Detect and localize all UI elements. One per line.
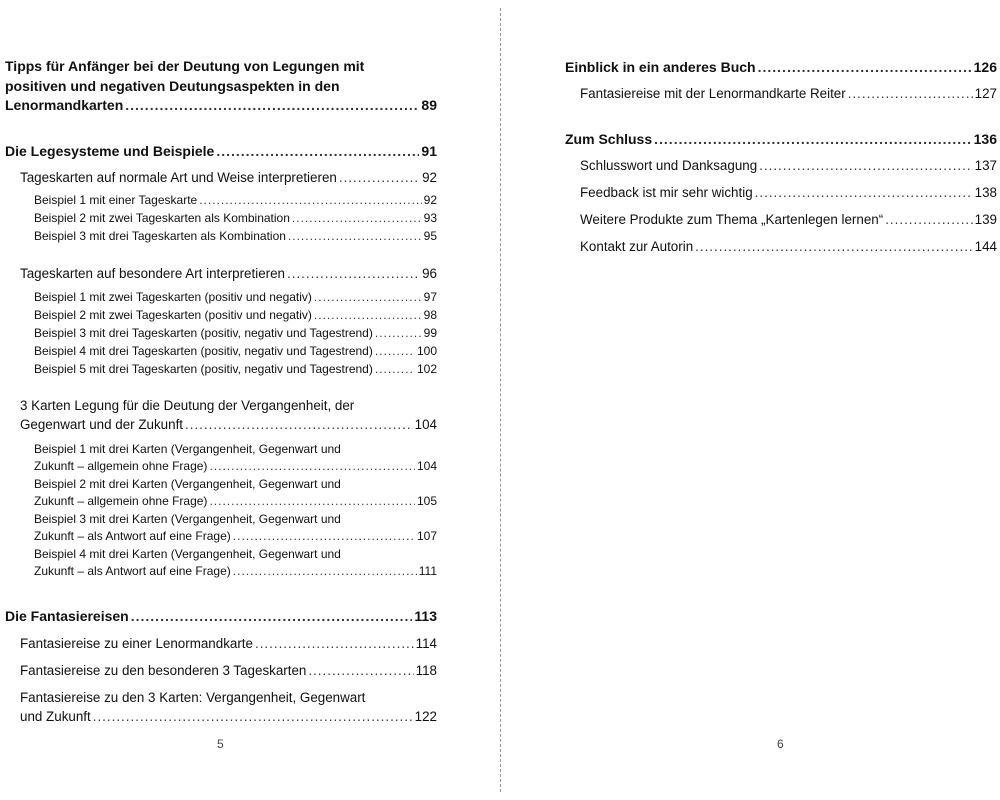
toc-page-number: 104: [416, 459, 437, 473]
toc-page-number: 137: [974, 158, 997, 173]
toc-title: Beispiel 3 mit drei Tageskarten als Kombination: [34, 229, 286, 243]
toc-section[interactable]: [20, 663, 437, 678]
toc-item[interactable]: [34, 344, 437, 358]
toc-page-number: 127: [974, 86, 997, 101]
toc-page-number: 92: [423, 193, 437, 207]
toc-page-number: 105: [416, 494, 437, 508]
dot-leader: [758, 59, 972, 75]
toc-page-number: 107: [416, 529, 437, 543]
toc-title: Lenormandkarten: [5, 97, 124, 113]
toc-page-number: 97: [423, 290, 437, 304]
toc-section[interactable]: [580, 86, 997, 101]
toc-title: Beispiel 1 mit einer Tageskarte: [34, 193, 198, 207]
toc-item[interactable]: [34, 211, 437, 225]
dot-leader: [314, 308, 422, 322]
toc-section[interactable]: [20, 709, 437, 724]
toc-title: Zukunft – allgemein ohne Frage): [34, 494, 208, 508]
toc-page-number: 139: [974, 212, 997, 227]
toc-section-line1: Fantasiereise zu den 3 Karten: Vergangenheit, Gegenwart: [20, 690, 366, 705]
toc-page-number: 122: [414, 709, 437, 724]
toc-item[interactable]: [34, 362, 437, 376]
dot-leader: [292, 211, 422, 225]
toc-chapter-legesysteme[interactable]: [5, 143, 437, 159]
toc-page-number: 104: [414, 417, 437, 432]
toc-page-number: 126: [973, 59, 997, 75]
toc-page-number: 91: [421, 143, 437, 159]
toc-title: Die Fantasiereisen: [5, 608, 129, 624]
toc-page-number: 95: [423, 229, 437, 243]
toc-section[interactable]: [580, 212, 997, 227]
toc-title: Zukunft – als Antwort auf eine Frage): [34, 564, 231, 578]
dot-leader: [209, 494, 415, 508]
toc-page-number: 93: [423, 211, 437, 225]
toc-item[interactable]: [34, 529, 437, 543]
toc-chapter-einblick[interactable]: [565, 59, 997, 75]
toc-title: Einblick in ein anderes Buch: [565, 59, 756, 75]
dot-leader: [654, 131, 972, 147]
toc-title: Beispiel 4 mit drei Tageskarten (positiv, negativ und Tagestrend): [34, 344, 373, 358]
dot-leader: [185, 417, 413, 432]
toc-item-line1: Beispiel 3 mit drei Karten (Vergangenheit, Gegenwart und: [34, 512, 341, 526]
dot-leader: [233, 564, 417, 578]
toc-section[interactable]: [580, 158, 997, 173]
dot-leader: [288, 229, 422, 243]
toc-item[interactable]: [34, 564, 437, 578]
toc-page-number: 144: [974, 239, 997, 254]
page-number: 5: [217, 737, 224, 751]
toc-section[interactable]: [580, 185, 997, 200]
dot-leader: [287, 266, 420, 281]
toc-title: Fantasiereise mit der Lenormandkarte Reiter: [580, 86, 846, 101]
dot-leader: [848, 86, 973, 101]
toc-chapter-fantasiereisen[interactable]: [5, 608, 437, 624]
toc-item-line1: Beispiel 1 mit drei Karten (Vergangenheit, Gegenwart und: [34, 442, 341, 456]
toc-section-drei-karten[interactable]: [20, 417, 437, 432]
toc-item[interactable]: [34, 308, 437, 322]
dot-leader: [125, 97, 419, 113]
toc-title: Zukunft – allgemein ohne Frage): [34, 459, 208, 473]
dot-leader: [375, 344, 415, 358]
toc-page-number: 111: [418, 564, 437, 578]
toc-item-line1: Beispiel 2 mit drei Karten (Vergangenheit, Gegenwart und: [34, 477, 341, 491]
dot-leader: [695, 239, 973, 254]
dot-leader: [216, 143, 419, 159]
toc-section[interactable]: [580, 239, 997, 254]
toc-title: Beispiel 2 mit zwei Tageskarten als Kombination: [34, 211, 290, 225]
toc-page-number: 98: [423, 308, 437, 322]
toc-title: Zum Schluss: [565, 131, 653, 147]
page-number: 6: [777, 737, 784, 751]
toc-page-number: 92: [422, 170, 437, 185]
toc-title: Weitere Produkte zum Thema „Kartenlegen lernen“: [580, 212, 884, 227]
toc-item[interactable]: [34, 290, 437, 304]
dot-leader: [131, 608, 413, 624]
toc-page-number: 89: [421, 97, 437, 113]
dot-leader: [255, 636, 414, 651]
dot-leader: [759, 158, 972, 173]
toc-page-number: 136: [973, 131, 997, 147]
dot-leader: [93, 709, 413, 724]
toc-title: Zukunft – als Antwort auf eine Frage): [34, 529, 231, 543]
dot-leader: [314, 290, 422, 304]
toc-chapter-schluss[interactable]: [565, 131, 997, 147]
dot-leader: [233, 529, 415, 543]
toc-page-number: 114: [415, 636, 437, 651]
toc-item[interactable]: [34, 193, 437, 207]
dot-leader: [755, 185, 973, 200]
toc-title: Feedback ist mir sehr wichtig: [580, 185, 753, 200]
toc-title: Beispiel 5 mit drei Tageskarten (positiv, negativ und Tagestrend): [34, 362, 373, 376]
dot-leader: [339, 170, 420, 185]
toc-title: Beispiel 3 mit drei Tageskarten (positiv, negativ und Tagestrend): [34, 326, 373, 340]
toc-page-number: 100: [416, 344, 437, 358]
toc-title: Tageskarten auf normale Art und Weise interpretieren: [20, 170, 337, 185]
toc-title: Fantasiereise zu den besonderen 3 Tageskarten: [20, 663, 307, 678]
toc-item[interactable]: [34, 326, 437, 340]
dot-leader: [885, 212, 972, 227]
right-page: [501, 0, 1000, 800]
toc-title: Beispiel 1 mit zwei Tageskarten (positiv und negativ): [34, 290, 312, 304]
toc-item-line1: Beispiel 4 mit drei Karten (Vergangenheit, Gegenwart und: [34, 547, 341, 561]
toc-item[interactable]: [34, 494, 437, 508]
toc-chapter-tipps-line1: Tipps für Anfänger bei der Deutung von Legungen mit: [5, 58, 365, 74]
toc-section-besondere[interactable]: [20, 266, 437, 281]
toc-chapter-tipps[interactable]: [5, 97, 437, 113]
toc-page-number: 99: [423, 326, 437, 340]
toc-section[interactable]: [20, 636, 437, 651]
toc-title: Tageskarten auf besondere Art interpretieren: [20, 266, 285, 281]
dot-leader: [375, 326, 422, 340]
dot-leader: [308, 663, 413, 678]
dot-leader: [199, 193, 421, 207]
toc-title: und Zukunft: [20, 709, 91, 724]
toc-item[interactable]: [34, 459, 437, 473]
toc-title: Gegenwart und der Zukunft: [20, 417, 184, 432]
toc-title: Beispiel 2 mit zwei Tageskarten (positiv und negativ): [34, 308, 312, 322]
toc-section-drei-karten-line1: 3 Karten Legung für die Deutung der Vergangenheit, der: [20, 398, 355, 413]
toc-page-number: 118: [415, 663, 437, 678]
toc-page-number: 96: [422, 266, 437, 281]
dot-leader: [209, 459, 415, 473]
toc-section-normal[interactable]: [20, 170, 437, 185]
toc-chapter-tipps-line2: positiven und negativen Deutungsaspekten in den: [5, 78, 340, 94]
toc-title: Die Legesysteme und Beispiele: [5, 143, 215, 159]
toc-title: Kontakt zur Autorin: [580, 239, 694, 254]
toc-page-number: 102: [416, 362, 437, 376]
toc-item[interactable]: [34, 229, 437, 243]
toc-page-number: 113: [414, 608, 437, 624]
toc-title: Schlusswort und Danksagung: [580, 158, 758, 173]
toc-title: Fantasiereise zu einer Lenormandkarte: [20, 636, 253, 651]
toc-page-number: 138: [974, 185, 997, 200]
dot-leader: [375, 362, 415, 376]
